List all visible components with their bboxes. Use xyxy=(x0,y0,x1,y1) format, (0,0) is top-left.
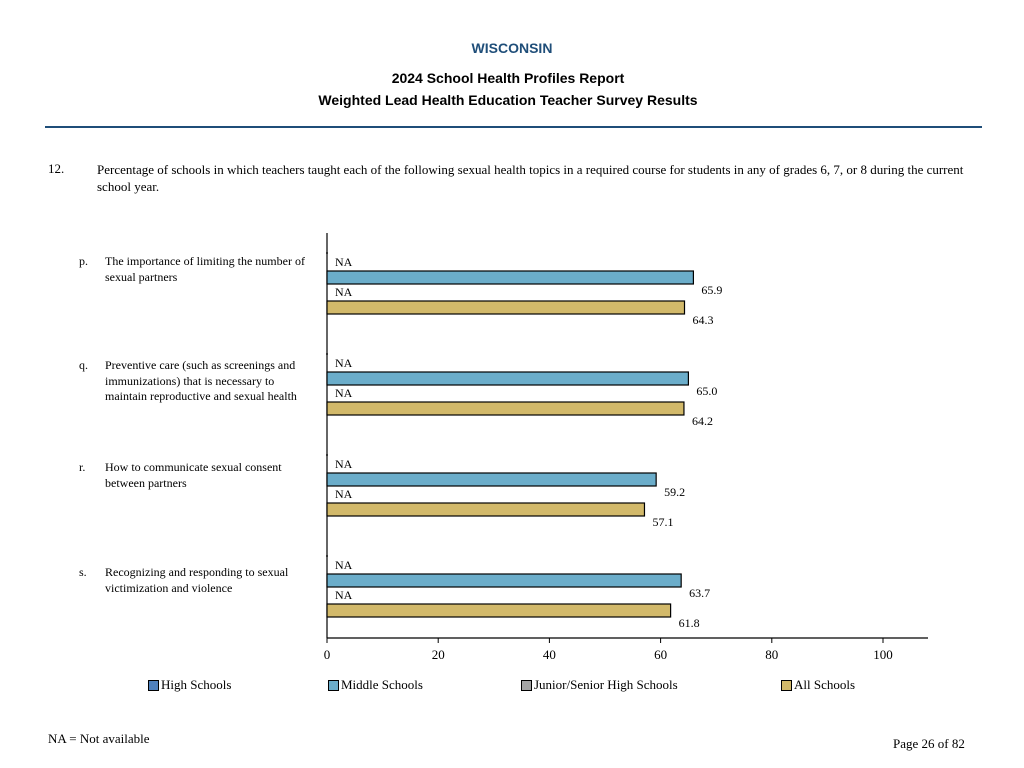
legend-swatch-all-schools xyxy=(781,680,792,691)
value-label-middle-schools-1: 65.0 xyxy=(696,384,718,398)
value-label-all-schools-3: 61.8 xyxy=(678,616,700,630)
page-number: Page 26 of 82 xyxy=(893,736,965,751)
legend-item-all-schools xyxy=(781,677,855,693)
item-label-s: Recognizing and responding to sexual victimization and violence xyxy=(105,565,289,595)
item-letter-p: p. xyxy=(79,254,88,268)
footnote: NA = Not available xyxy=(48,731,150,746)
value-label-all-schools-1: 64.2 xyxy=(691,414,713,428)
legend-swatch-junior-senior xyxy=(521,680,532,691)
legend-label-all-schools: All Schools xyxy=(794,677,856,692)
bar-all-schools-2 xyxy=(327,503,644,516)
value-label-middle-schools-2: 59.2 xyxy=(664,485,686,499)
item-letter-q: q. xyxy=(79,358,88,372)
bar-middle-schools-0 xyxy=(327,271,693,284)
bar-all-schools-3 xyxy=(327,604,671,617)
value-label-middle-schools-0: 65.9 xyxy=(701,283,723,297)
na-label-junior-senior-high-schools-0: NA xyxy=(335,285,353,299)
bar-all-schools-1 xyxy=(327,402,684,415)
x-tick-label-60: 60 xyxy=(654,647,668,662)
x-tick-label-100: 100 xyxy=(873,647,893,662)
bar-middle-schools-1 xyxy=(327,372,688,385)
legend-item-middle-schools xyxy=(328,677,423,693)
item-letter-s: s. xyxy=(79,565,87,579)
report-subtitle: Weighted Lead Health Education Teacher Survey Results xyxy=(318,92,698,108)
bar-all-schools-0 xyxy=(327,301,685,314)
question-text: Percentage of schools in which teachers taught each of the following sexual health topics in a required course for students in any of grades 6, 7, or 8 during the current school year. xyxy=(97,162,964,194)
legend-swatch-middle-schools xyxy=(328,680,339,691)
legend-label-junior-senior: Junior/Senior High Schools xyxy=(534,677,678,692)
value-label-all-schools-0: 64.3 xyxy=(692,313,714,327)
report-title: 2024 School Health Profiles Report xyxy=(391,70,625,86)
x-tick-label-40: 40 xyxy=(542,647,556,662)
x-tick-label-0: 0 xyxy=(323,647,331,662)
na-label-high-schools-3: NA xyxy=(335,558,353,572)
na-label-high-schools-1: NA xyxy=(335,356,353,370)
question-number: 12. xyxy=(48,161,65,176)
na-label-high-schools-2: NA xyxy=(335,457,353,471)
x-tick-label-20: 20 xyxy=(431,647,445,662)
item-label-r: How to communicate sexual consent between partners xyxy=(105,460,282,490)
na-label-high-schools-0: NA xyxy=(335,255,353,269)
na-label-junior-senior-high-schools-1: NA xyxy=(335,386,353,400)
bar-middle-schools-3 xyxy=(327,574,681,587)
bar-middle-schools-2 xyxy=(327,473,656,486)
value-label-middle-schools-3: 63.7 xyxy=(689,586,711,600)
item-label-p: The importance of limiting the number of sexual partners xyxy=(105,254,305,284)
state-name: WISCONSIN xyxy=(471,40,553,56)
na-label-junior-senior-high-schools-3: NA xyxy=(335,588,353,602)
item-letter-r: r. xyxy=(79,460,86,474)
legend-item-high-schools xyxy=(148,677,231,693)
legend-label-middle-schools: Middle Schools xyxy=(341,677,423,692)
na-label-junior-senior-high-schools-2: NA xyxy=(335,487,353,501)
value-label-all-schools-2: 57.1 xyxy=(652,515,674,529)
legend-label-high-schools: High Schools xyxy=(161,677,232,692)
x-tick-label-80: 80 xyxy=(765,647,779,662)
legend-swatch-high-schools xyxy=(148,680,159,691)
item-label-q: Preventive care (such as screenings and immunizations) that is necessary to maintain reproductive and sexual health xyxy=(105,358,297,403)
legend-item-junior-senior xyxy=(521,677,678,693)
